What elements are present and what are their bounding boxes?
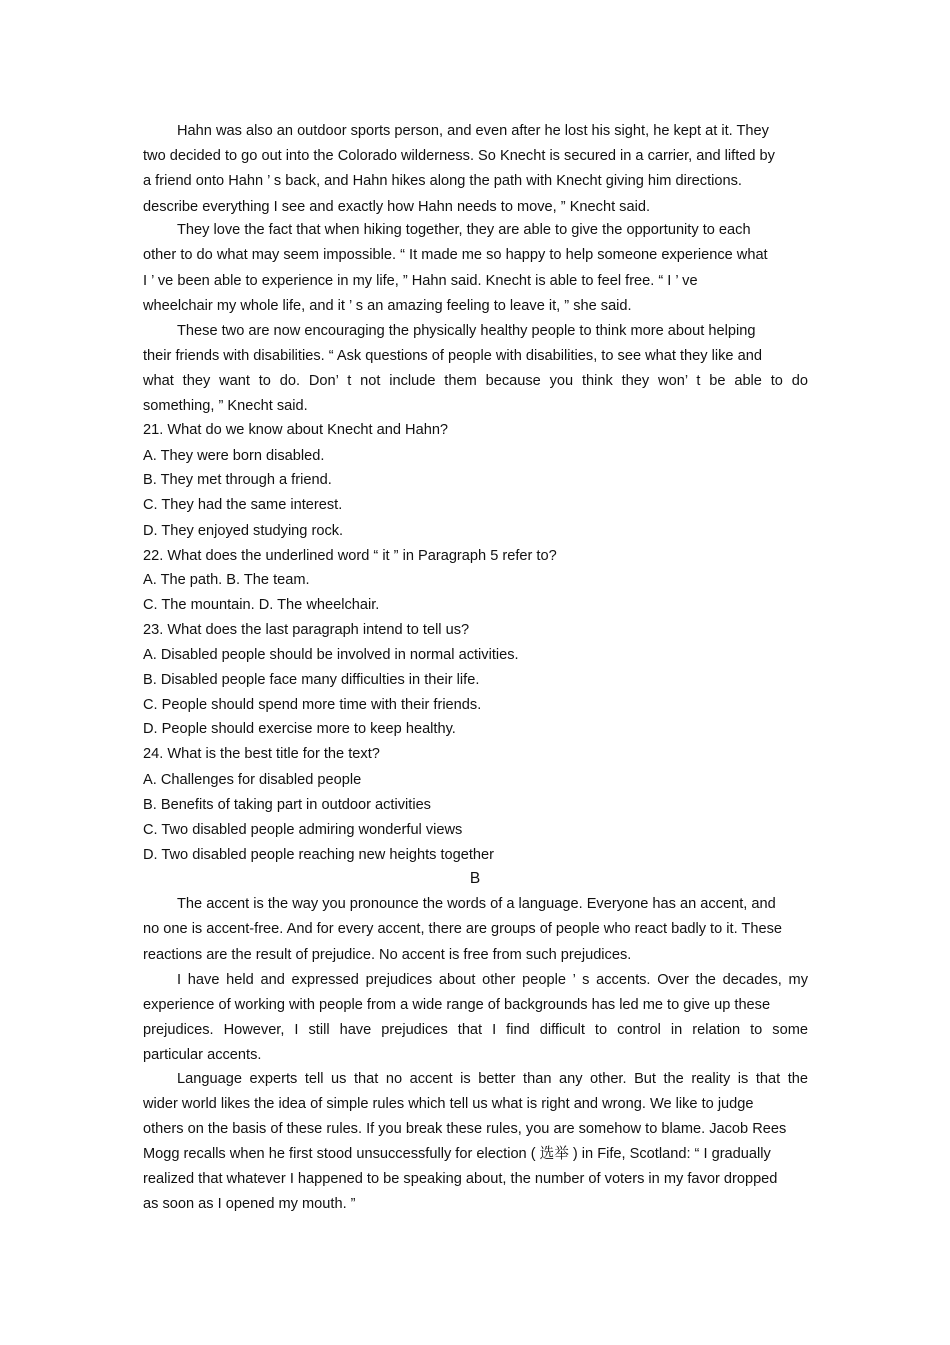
passage-a-line: other to do what may seem impossible. “ It made me so happy to help someone experience what <box>143 247 768 263</box>
question-option: A. Challenges for disabled people <box>143 772 362 788</box>
passage-a-line: describe everything I see and exactly how Hahn needs to move, ” Knecht said. <box>143 199 651 215</box>
question-option: D. Two disabled people reaching new heights together <box>143 847 495 863</box>
question-option: A. They were born disabled. <box>143 448 325 464</box>
question-option: A. The path. B. The team. <box>143 572 310 588</box>
passage-b-line: I have held and expressed prejudices about other people ’ s accents. Over the decades, my <box>177 972 808 988</box>
question-stem: 22. What does the underlined word “ it ” in Paragraph 5 refer to? <box>143 548 557 564</box>
question-option: B. They met through a friend. <box>143 472 332 488</box>
passage-a-line: They love the fact that when hiking together, they are able to give the opportunity to each <box>177 222 751 238</box>
passage-b-line: others on the basis of these rules. If you break these rules, you are somehow to blame. Jacob Rees <box>143 1121 787 1137</box>
passage-a-line: what they want to do. Don’ t not include them because you think they won’ t be able to do <box>143 373 808 389</box>
question-option: D. They enjoyed studying rock. <box>143 523 344 539</box>
passage-b-line: realized that whatever I happened to be speaking about, the number of voters in my favor dropped <box>143 1171 778 1187</box>
question-stem: 24. What is the best title for the text? <box>143 746 380 762</box>
passage-b-line: no one is accent-free. And for every accent, there are groups of people who react badly to it. These <box>143 921 782 937</box>
passage-a-line: wheelchair my whole life, and it ’ s an amazing feeling to leave it, ” she said. <box>143 298 632 314</box>
question-option: B. Disabled people face many difficulties in their life. <box>143 672 480 688</box>
question-option: C. Two disabled people admiring wonderful views <box>143 822 463 838</box>
passage-a-line: These two are now encouraging the physically healthy people to think more about helping <box>177 323 756 339</box>
question-option: C. The mountain. D. The wheelchair. <box>143 597 380 613</box>
passage-a-line: I ’ ve been able to experience in my life, ” Hahn said. Knecht is able to feel free. “ I ’ ve <box>143 273 698 289</box>
question-option: C. People should spend more time with their friends. <box>143 697 482 713</box>
section-heading: B <box>469 870 481 887</box>
question-option: C. They had the same interest. <box>143 497 343 513</box>
passage-b-line: Language experts tell us that no accent is better than any other. But the reality is that the <box>177 1071 808 1087</box>
passage-b-line: particular accents. <box>143 1047 262 1063</box>
passage-b-line: The accent is the way you pronounce the words of a language. Everyone has an accent, and <box>177 896 776 912</box>
passage-a-line: their friends with disabilities. “ Ask questions of people with disabilities, to see what they like and <box>143 348 762 364</box>
passage-a-line: two decided to go out into the Colorado wilderness. So Knecht is secured in a carrier, and lifted by <box>143 148 775 164</box>
passage-b-line: wider world likes the idea of simple rules which tell us what is right and wrong. We like to judge <box>143 1096 754 1112</box>
passage-b-line: as soon as I opened my mouth. ” <box>143 1196 356 1212</box>
passage-b-line: reactions are the result of prejudice. No accent is free from such prejudices. <box>143 947 632 963</box>
question-stem: 23. What does the last paragraph intend to tell us? <box>143 622 470 638</box>
question-stem: 21. What do we know about Knecht and Hahn? <box>143 422 449 438</box>
passage-a-line: something, ” Knecht said. <box>143 398 308 414</box>
question-option: B. Benefits of taking part in outdoor activities <box>143 797 431 813</box>
passage-a-line: Hahn was also an outdoor sports person, and even after he lost his sight, he kept at it. They <box>177 123 769 139</box>
question-option: D. People should exercise more to keep healthy. <box>143 721 456 737</box>
question-option: A. Disabled people should be involved in normal activities. <box>143 647 519 663</box>
passage-a-line: a friend onto Hahn ’ s back, and Hahn hikes along the path with Knecht giving him directions. <box>143 173 742 189</box>
passage-b-line: Mogg recalls when he first stood unsuccessfully for election ( 选举 ) in Fife, Scotland: “ I gradually <box>143 1146 771 1162</box>
passage-b-line: prejudices. However, I still have prejudices that I find difficult to control in relation to some <box>143 1022 808 1038</box>
passage-b-line: experience of working with people from a wide range of backgrounds has led me to give up these <box>143 997 771 1013</box>
